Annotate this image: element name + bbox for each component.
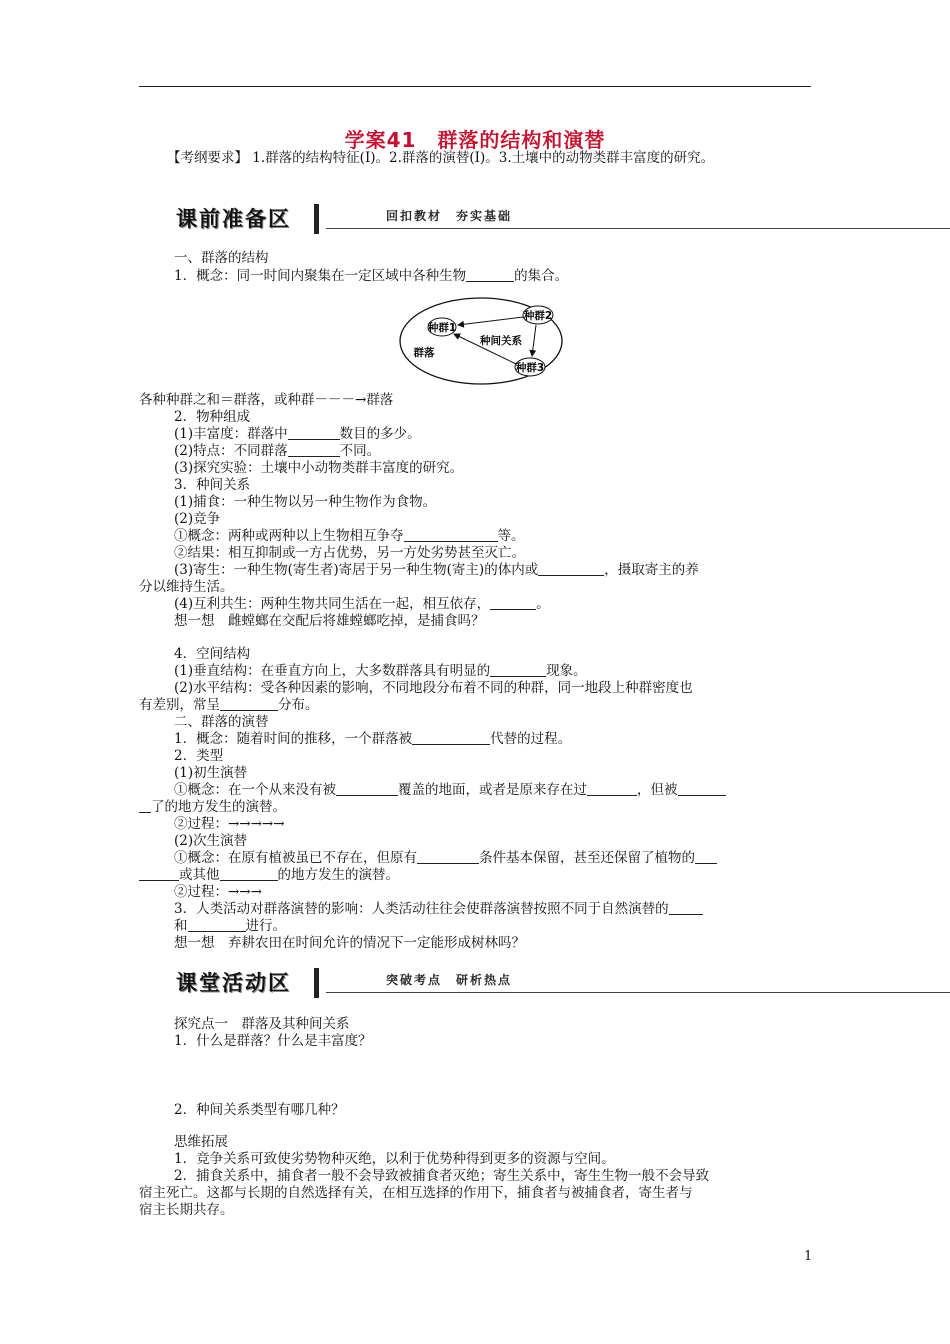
text-line: ②结果：相互抑制或一方占优势，另一方处劣势甚至灭亡。 <box>174 545 525 561</box>
text-line: (2)水平结构：受各种因素的影响，不同地段分布着不同的种群，同一地段上种群密度也 <box>174 680 693 696</box>
text-span: 代替的过程。 <box>490 731 572 747</box>
text-line <box>139 663 846 680</box>
fill-blank <box>336 782 398 796</box>
fill-blank <box>490 663 546 677</box>
text-line: 2．捕食关系中，捕食者一般不会导致被捕食者灭绝；寄生关系中，寄生生物一般不会导致 <box>174 1168 710 1184</box>
text-line: 想一想 弃耕农田在时间允许的情况下一定能形成树林吗？ <box>174 935 525 951</box>
text-line <box>139 443 846 460</box>
section-banner-inclass <box>176 968 816 998</box>
text-line: 2．种间关系类型有哪几种？ <box>174 1102 345 1118</box>
fill-blank <box>412 731 490 745</box>
fill-blank <box>669 901 703 915</box>
text-line: 一、群落的结构 <box>174 250 269 266</box>
text-line: (1)捕食：一种生物以另一种生物作为食物。 <box>174 494 437 510</box>
text-line: 二、群落的演替 <box>174 714 269 730</box>
text-span: 数目的多少。 <box>339 426 421 442</box>
section-bar <box>314 968 319 998</box>
text-span: 分布。 <box>278 697 319 713</box>
fill-blank <box>139 867 179 881</box>
fill-blank <box>188 918 246 932</box>
page-number: 1 <box>804 1249 813 1264</box>
text-span: (1)垂直结构：在垂直方向上，大多数群落具有明显的 <box>174 663 491 679</box>
text-span: 有差别，常呈 <box>139 697 220 713</box>
text-line: ②过程：→→→ <box>174 884 262 900</box>
text-span: 条件基本保留，甚至还保留了植物的 <box>479 850 695 866</box>
section-rule <box>326 228 950 229</box>
text-span: 1．概念：随着时间的推移，一个群落被 <box>174 731 413 747</box>
text-line: 思维拓展 <box>174 1134 228 1150</box>
section-subtitle: 突破考点 研析热点 <box>386 973 513 987</box>
text-span: 和 <box>174 918 188 934</box>
fill-blank <box>139 799 151 813</box>
text-line: 4．空间结构 <box>174 646 251 662</box>
text-span: 了的地方发生的演替。 <box>151 799 286 815</box>
fill-blank <box>538 562 604 576</box>
section-title: 课堂活动区 <box>176 971 291 995</box>
text-line <box>139 850 846 867</box>
fill-blank <box>695 850 717 864</box>
text-span: 3．人类活动对群落演替的影响：人类活动往往会使群落演替按照不同于自然演替的 <box>174 901 669 917</box>
text-line: 1．竞争关系可致使劣势物种灭绝，以利于优势种得到更多的资源与空间。 <box>174 1151 615 1167</box>
section-bar <box>314 204 319 234</box>
section-title: 课前准备区 <box>176 207 291 231</box>
exam-requirements <box>139 149 811 167</box>
fill-blank <box>220 867 278 881</box>
text-span: (1)丰富度：群落中 <box>174 426 288 442</box>
text-line <box>139 268 846 285</box>
text-line <box>139 697 811 714</box>
text-line: 宿主死亡。这都与长期的自然选择有关，在相互选择的作用下，捕食者与被捕食者，寄生者与 <box>139 1185 693 1201</box>
text-span: 的集合。 <box>514 268 569 284</box>
text-line <box>139 918 846 935</box>
text-line: 各种种群之和＝群落，或种群－－－→群落 <box>139 392 394 408</box>
arrow-2-to-1 <box>458 317 523 325</box>
header-rule <box>139 86 811 87</box>
text-span: ①概念：在原有植被虽已不存在，但原有 <box>174 850 417 866</box>
fill-blank <box>220 697 278 711</box>
fill-blank <box>288 443 340 457</box>
community-label: 群落 <box>413 347 435 359</box>
text-span: 进行。 <box>245 918 286 934</box>
text-line: 想一想 雌螳螂在交配后将雄螳螂吃掉，是捕食吗？ <box>174 613 485 629</box>
text-line: 2．物种组成 <box>174 409 251 425</box>
text-line: 2．类型 <box>174 748 224 764</box>
text-span: 不同。 <box>339 443 381 459</box>
text-span: (2)特点：不同群落 <box>174 443 288 459</box>
text-span: 。 <box>536 596 550 612</box>
fill-blank <box>490 596 536 610</box>
relation-label: 种间关系 <box>480 335 522 347</box>
text-span: ①概念：两种或两种以上生物相互争夺 <box>174 528 404 544</box>
text-line: 宿主长期共存。 <box>139 1202 234 1218</box>
fill-blank <box>587 782 637 796</box>
text-span: ，摄取寄主的养 <box>604 562 699 578</box>
text-line: 1．什么是群落？什么是丰富度？ <box>174 1033 372 1049</box>
fill-blank <box>417 850 479 864</box>
text-line <box>139 596 846 613</box>
pop3-label: 种群3 <box>515 362 545 374</box>
pop2-label: 种群2 <box>523 310 553 322</box>
text-line <box>139 426 846 443</box>
text-span: ，但被 <box>637 782 678 798</box>
text-span: 或其他 <box>179 867 220 883</box>
fill-blank <box>466 268 514 282</box>
community-diagram <box>398 296 564 386</box>
text-line <box>139 782 846 799</box>
text-span: 1．概念：同一时间内聚集在一定区域中各种生物 <box>174 268 467 284</box>
text-line: (2)次生演替 <box>174 833 248 849</box>
section-subtitle: 回扣教材 夯实基础 <box>386 209 513 223</box>
text-span: ①概念：在一个从来没有被 <box>174 782 336 798</box>
pop1-label: 种群1 <box>427 322 457 334</box>
text-span: (4)互利共生：两种生物共同生活在一起，相互依存， <box>174 596 491 612</box>
text-line: (2)竞争 <box>174 511 221 527</box>
text-line <box>139 562 846 579</box>
text-line: 3．种间关系 <box>174 477 251 493</box>
section-banner-preclass <box>176 204 816 234</box>
text-line: 探究点一 群落及其种间关系 <box>174 1016 350 1032</box>
text-line: (3)探究实验：土壤中小动物类群丰富度的研究。 <box>174 460 464 476</box>
text-line <box>139 867 811 884</box>
fill-blank <box>404 528 498 542</box>
text-line <box>139 731 846 748</box>
text-line <box>139 799 811 816</box>
text-span: 现象。 <box>546 663 587 679</box>
requirements-label: 【考纲要求】 <box>167 150 248 166</box>
arrow-2-to-3 <box>532 325 536 356</box>
fill-blank <box>678 782 726 796</box>
text-span: 覆盖的地面，或者是原来存在过 <box>398 782 587 798</box>
text-line: ②过程：→→→→→ <box>174 816 285 832</box>
text-line: 分以维持生活。 <box>139 579 234 595</box>
text-span: (3)寄生：一种生物(寄生者)寄居于另一种生物(寄主)的体内或 <box>174 562 539 578</box>
text-line: (1)初生演替 <box>174 765 248 781</box>
text-line <box>139 528 846 545</box>
page-title: 学案41 群落的结构和演替 <box>344 128 606 152</box>
text-line <box>139 901 846 918</box>
text-span: 等。 <box>497 528 525 544</box>
text-span: 的地方发生的演替。 <box>277 867 399 883</box>
section-rule <box>326 992 950 993</box>
fill-blank <box>288 426 340 440</box>
requirements-text: 1.群落的结构特征(Ⅰ)。2.群落的演替(Ⅰ)。3.土壤中的动物类群丰富度的研究。 <box>248 150 715 166</box>
